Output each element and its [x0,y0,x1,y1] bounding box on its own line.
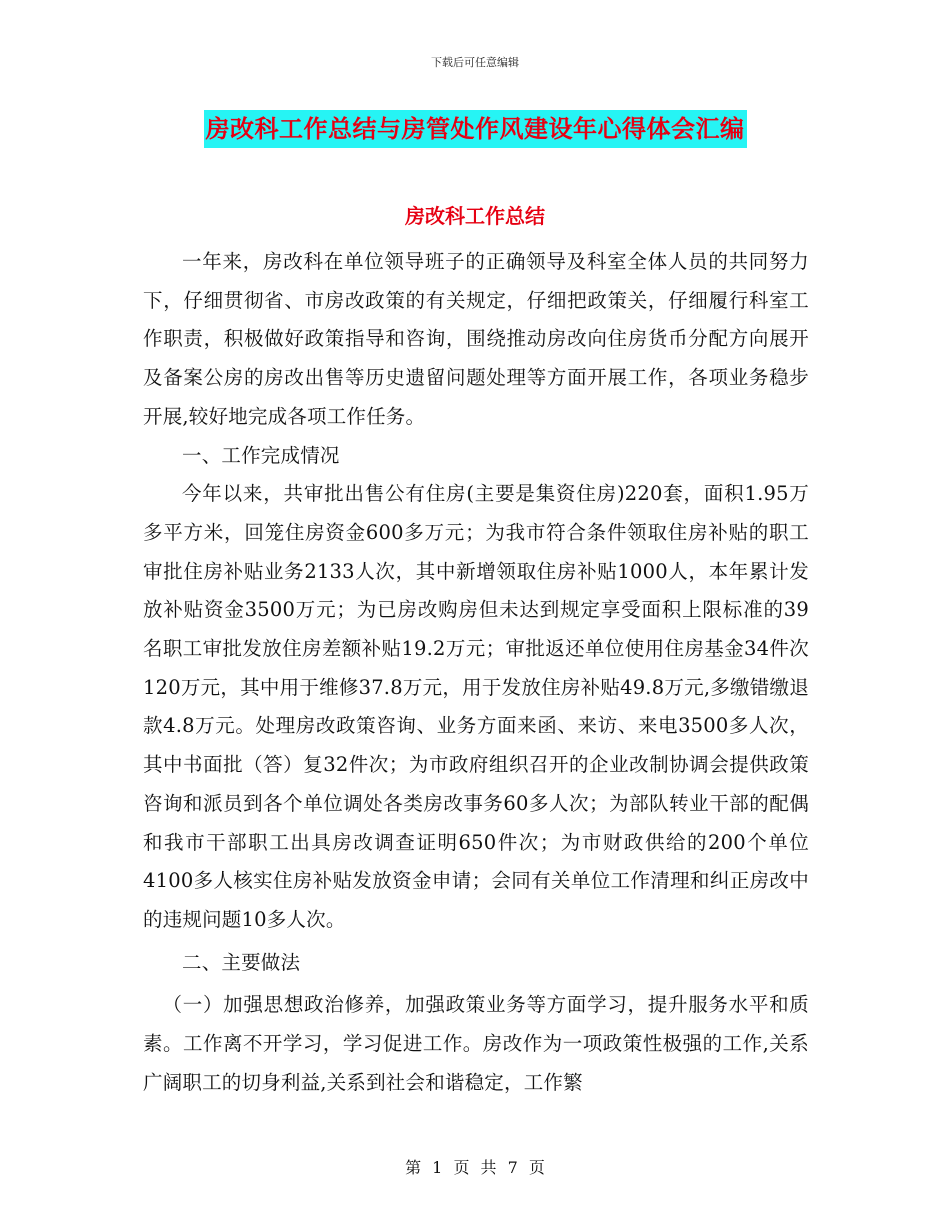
paragraph-intro: 一年来，房改科在单位领导班子的正确领导及科室全体人员的共同努力下，仔细贯彻省、市房改政策的有关规定，仔细把政策关，仔细履行科室工作职责，积极做好政策指导和咨询，围绕推动房改向住房货币分配方向展开及备案公房的房改出售等历史遗留问题处理等方面开展工作，各项业务稳步开展,较好地完成各项工作任务。 [143,250,809,428]
document-body [143,243,809,1102]
paragraph-work-completion: 今年以来，共审批出售公有住房(主要是集资住房)220套，面积1.95万多平方米，回笼住房资金600多万元；为我市符合条件领取住房补贴的职工审批住房补贴业务2133人次，其中新增领取住房补贴1000人，本年累计发放补贴资金3500万元；为已房改购房但未达到规定享受面积上限标准的39名职工审批发放住房差额补贴19.2万元；审批返还单位使用住房基金34件次120万元，其中用于维修37.8万元，用于发放住房补贴49.8万元,多缴错缴退款4.8万元。处理房改政策咨询、业务方面来函、来访、来电3500多人次，其中书面批（答）复32件次；为市政府组织召开的企业改制协调会提供政策咨询和派员到各个单位调处各类房改事务60多人次；为部队转业干部的配偶和我市干部职工出具房改调查证明650件次；为市财政供给的200个单位4100多人核实住房补贴发放资金申请；会同有关单位工作清理和纠正房改中的违规问题10多人次。 [143,482,809,931]
heading-main-methods: 二、主要做法 [182,950,301,974]
page-footer: 第 1 页 共 7 页 [405,1158,545,1177]
heading-work-completion: 一、工作完成情况 [182,443,340,467]
header-note: 下载后可任意编辑 [431,56,519,69]
document-title-text: 房改科工作总结与房管处作风建设年心得体会汇编 [204,110,747,148]
paragraph-main-methods: （一）加强思想政治修养，加强政策业务等方面学习，提升服务水平和质素。工作离不开学习，学习促进工作。房改作为一项政策性极强的工作,关系广阔职工的切身利益,关系到社会和谐稳定，工作繁 [143,993,809,1094]
document-title [0,110,950,148]
section-title: 房改科工作总结 [405,204,545,228]
